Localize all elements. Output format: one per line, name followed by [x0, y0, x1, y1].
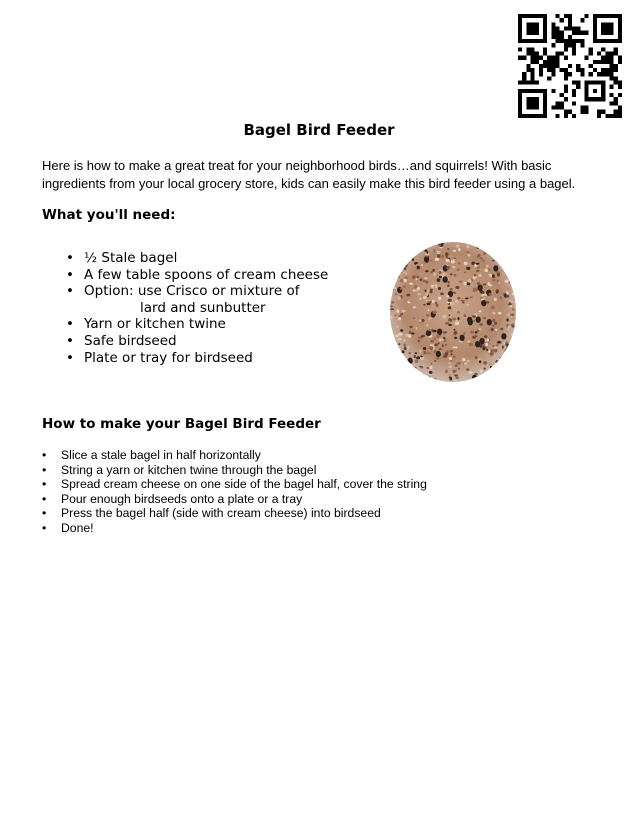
- need-text: Option: use Crisco or mixture of: [84, 283, 300, 300]
- bullet-icon: •: [42, 506, 47, 521]
- list-item: [42, 448, 602, 463]
- list-item: [42, 506, 602, 521]
- list-item: [66, 250, 366, 267]
- step-text: Pour enough birdseeds onto a plate or a tray: [61, 491, 303, 506]
- list-item: [66, 350, 366, 367]
- step-text: Press the bagel half (side with cream cheese) into birdseed: [61, 506, 381, 521]
- bullet-icon: •: [66, 332, 74, 349]
- list-item: [42, 492, 602, 507]
- need-text: Safe birdseed: [84, 332, 177, 349]
- steps-heading: How to make your Bagel Bird Feeder: [42, 416, 321, 432]
- step-text: Spread cream cheese on one side of the bagel half, cover the string: [61, 477, 427, 492]
- bullet-icon: •: [42, 491, 47, 506]
- bullet-icon: •: [66, 250, 74, 266]
- bullet-icon: •: [42, 477, 47, 492]
- intro-paragraph: Here is how to make a great treat for your neighborhood birds…and squirrels! With basic ingredients from your local grocery store, kids can easily make this bird feeder using a bagel.: [42, 158, 576, 191]
- bullet-icon: •: [66, 266, 74, 283]
- need-text: ½ Stale bagel: [84, 250, 178, 266]
- birdseed-photo: [388, 241, 518, 383]
- bullet-icon: •: [42, 462, 47, 477]
- list-item: [42, 463, 602, 478]
- bullet-icon: •: [66, 349, 74, 366]
- bullet-icon: •: [66, 283, 74, 300]
- needs-list: [66, 250, 366, 366]
- list-item: [42, 521, 602, 536]
- list-item: [66, 333, 366, 350]
- step-text: Slice a stale bagel in half horizontally: [61, 448, 261, 462]
- bullet-icon: •: [66, 316, 74, 333]
- steps-list: [42, 448, 602, 536]
- need-text: A few table spoons of cream cheese: [84, 266, 329, 283]
- bullet-icon: •: [42, 520, 47, 535]
- list-item: [66, 283, 366, 316]
- list-item: [66, 316, 366, 333]
- document-title: Bagel Bird Feeder: [243, 121, 395, 139]
- list-item: [42, 477, 602, 492]
- need-text: Plate or tray for birdseed: [84, 349, 253, 366]
- needs-heading: What you'll need:: [42, 207, 176, 223]
- need-text: Yarn or kitchen twine: [84, 316, 226, 333]
- step-text: Done!: [61, 520, 94, 535]
- step-text: String a yarn or kitchen twine through the bagel: [61, 462, 317, 477]
- need-text-continued: lard and sunbutter: [140, 299, 266, 316]
- bullet-icon: •: [42, 448, 47, 462]
- qr-code: [518, 14, 622, 118]
- list-item: [66, 267, 366, 284]
